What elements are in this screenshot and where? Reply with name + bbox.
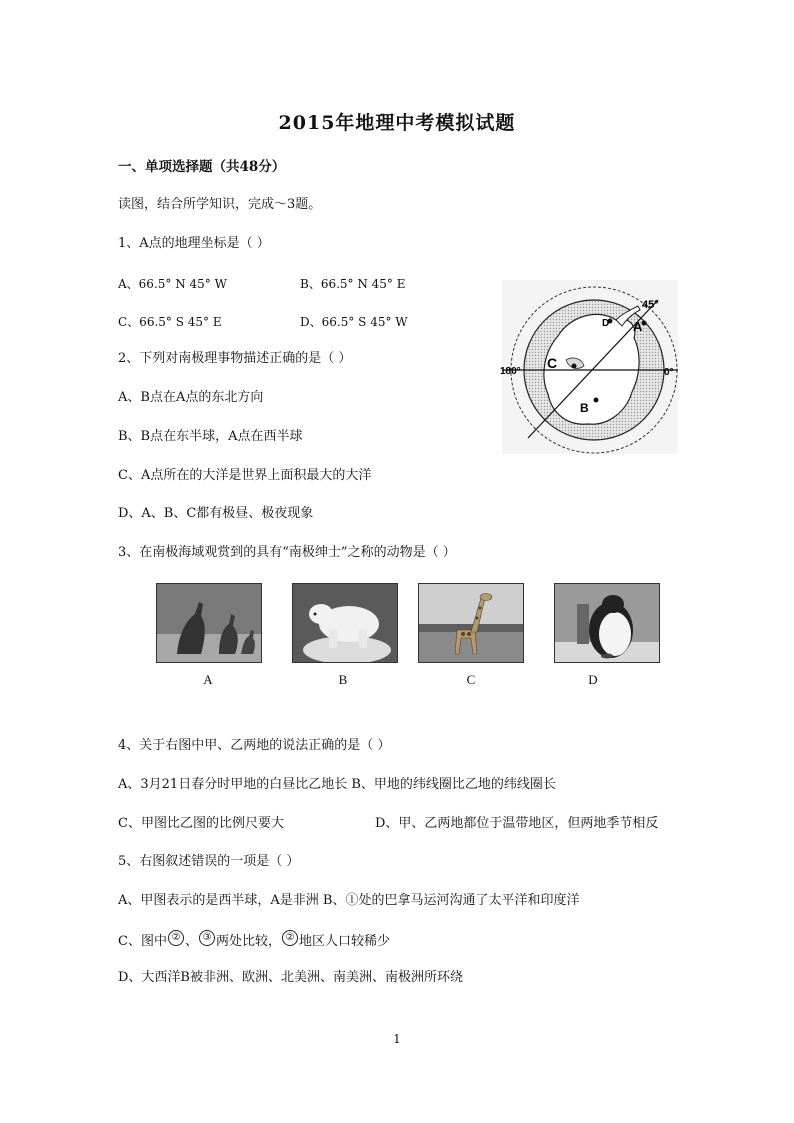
map-label-180: 180° [500, 366, 521, 377]
page-number: 1 [393, 1032, 401, 1046]
photo-label-a: A [203, 672, 213, 687]
giraffe-photo [418, 583, 524, 663]
q1-option-d: D、66.5° S 45° W [300, 315, 408, 329]
section-heading: 一、单项选择题（共48分） [118, 159, 286, 175]
map-label-b: B [580, 401, 589, 415]
map-label-45: 45° [642, 299, 659, 311]
q2-stem: 2、下列对南极理事物描述正确的是（ ） [118, 351, 352, 366]
antarctic-polar-map [498, 276, 682, 458]
q5-option-c [118, 930, 390, 951]
map-label-c: C [547, 355, 558, 371]
q1-option-b: B、66.5° N 45° E [300, 277, 406, 291]
kangaroo-photo [156, 583, 262, 663]
q2-option-c: C、A点所在的大洋是世界上面积最大的大洋 [118, 468, 372, 483]
map-label-a: A [633, 319, 643, 334]
q4-option-ab: A、3月21日春分时甲地的白昼比乙地长 B、甲地的纬线圈比乙地的纬线圈长 [118, 777, 556, 792]
q4-stem: 4、关于右图中甲、乙两地的说法正确的是（ ） [118, 738, 391, 753]
q4-option-c: C、甲图比乙图的比例尺要大 [118, 816, 284, 831]
q4-option-d: D、甲、乙两地都位于温带地区，但两地季节相反 [375, 816, 659, 831]
q2-option-d: D、A、B、C都有极昼、极夜现象 [118, 506, 314, 521]
photo-label-c: C [466, 672, 476, 687]
q5-c-middle: 两处比较， [215, 934, 281, 949]
circled-3-marker: ③ [199, 930, 215, 946]
q2-option-b: B、B点在东半球，A点在西半球 [118, 429, 303, 444]
q5-option-ab: A、甲图表示的是西半球，A是非洲 B、①处的巴拿马运河沟通了太平洋和印度洋 [118, 893, 580, 908]
q5-c-suffix: 地区人口较稀少 [298, 934, 390, 949]
q1-option-c: C、66.5° S 45° E [118, 315, 222, 329]
photo-label-b: B [338, 672, 348, 687]
q3-stem: 3、在南极海域观赏到的具有“南极绅士”之称的动物是（ ） [118, 545, 456, 560]
penguin-photo [554, 583, 660, 663]
map-label-0: 0° [664, 367, 674, 378]
polar-bear-photo [292, 583, 398, 663]
q5-option-d: D、大西洋B被非洲、欧洲、北美洲、南美洲、南极洲所环绕 [118, 970, 463, 985]
circled-2-marker-second: ② [282, 930, 298, 946]
q2-option-a: A、B点在A点的东北方向 [118, 390, 264, 405]
q5-stem: 5、右图叙述错误的一项是（ ） [118, 854, 300, 869]
photo-label-d: D [588, 672, 598, 687]
intro-text: 读图，结合所学知识，完成～3题。 [118, 197, 322, 212]
q5-c-separator: 、 [184, 934, 198, 949]
map-label-d: D [602, 318, 610, 329]
q5-c-prefix: C、图中 [118, 934, 167, 949]
q1-option-a: A、66.5° N 45° W [118, 277, 227, 291]
page-title: 2015年地理中考模拟试题 [278, 112, 516, 134]
circled-2-marker: ② [168, 930, 184, 946]
q1-stem: 1、A点的地理坐标是（ ） [118, 236, 270, 251]
